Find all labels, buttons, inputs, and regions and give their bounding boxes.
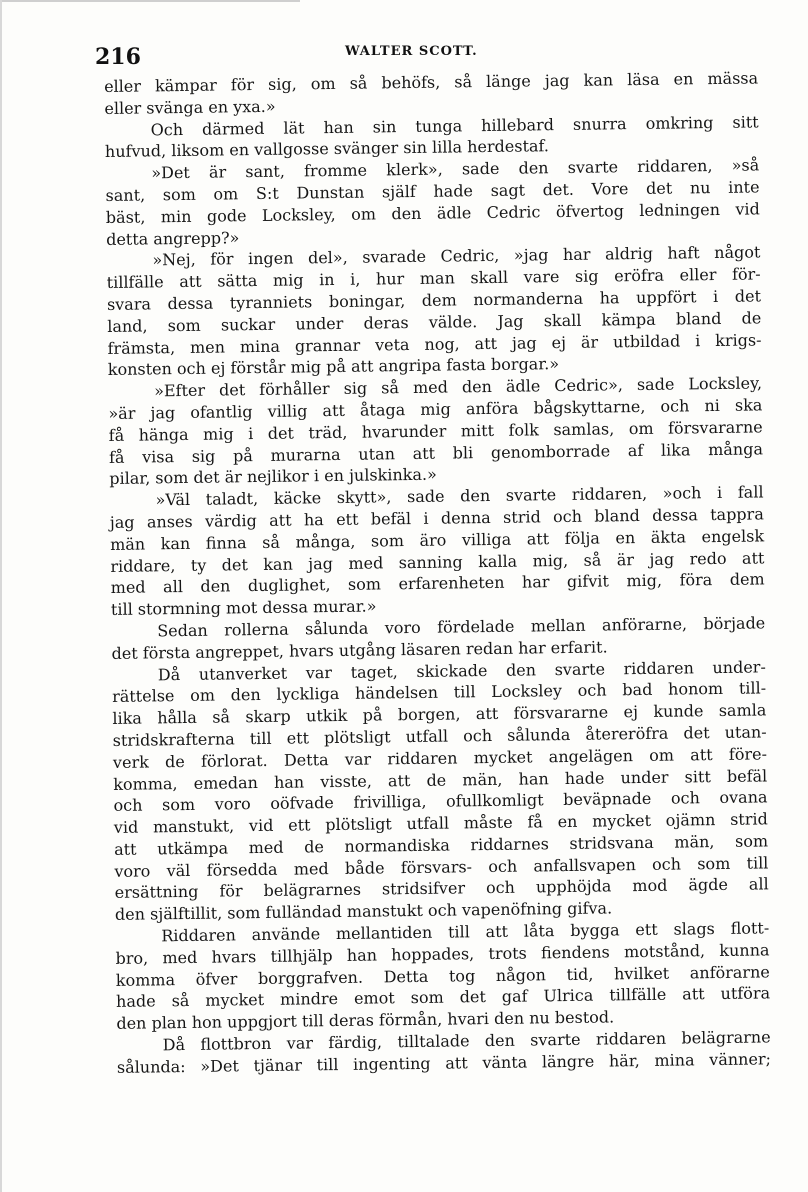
page-number: 216 — [95, 44, 141, 70]
text-line: riddare, ty det kan jag med sanning kalla mig, så är jag redo att — [110, 547, 765, 576]
scan-edge-top — [0, 0, 300, 2]
text-line: sant, som om S:t Dunstan själf hade sagt det. Vore det nu inte — [105, 177, 760, 205]
text-line: Då utanverket var taget, skickade den svarte riddaren under- — [157, 656, 766, 684]
text-line: »Efter det förhåller sig så med den ädle Cedric», sade Locksley, — [154, 373, 763, 401]
text-line: det första angreppet, hvars utgång läsaren redan har erfarit. — [111, 637, 608, 663]
text-line: pilar, som det är nejlikor i en julskinka.» — [109, 465, 437, 489]
text-line: ersättning för belägrarnes stridsifver och upphöjda mod ägde all — [114, 874, 769, 903]
text-line: Sedan rollerna sålunda voro fördelade mellan anförarne, började — [157, 613, 766, 641]
text-line: »Nej, för ingen del», svarade Cedric, »jag har aldrig haft något — [152, 242, 761, 270]
text-line: hufvud, liksom en vallgosse svänger sin lilla herdestaf. — [104, 136, 550, 162]
text-line: voro väl försedda med både försvars- och anfallsvapen och som till — [114, 853, 769, 881]
text-line: till stormning mot dessa murar.» — [110, 596, 377, 620]
text-line: att utkämpa med de normandiska riddarnes stridsvana män, som — [113, 831, 769, 859]
body-text — [104, 67, 771, 1078]
running-head: WALTER SCOTT. — [345, 44, 478, 59]
text-line: få hänga mig i det träd, hvarunder mitt folk samlas, om försvararne — [108, 417, 763, 445]
text-line: få visa sig på murarna utan att bli genomborrade af lika många — [108, 438, 764, 467]
scan-edge-left — [0, 0, 2, 1192]
text-line: Då flottbron var färdig, tilltalade den svarte riddaren belägrarne — [162, 1027, 771, 1055]
text-line: eller svänga en yxa.» — [104, 96, 276, 118]
text-line: främsta, men mina grannar veta nog, att jag ej är utbildad i krigs- — [107, 329, 762, 358]
text-line: bro, med hvars tillhjälp han hoppades, trots fiendens motstånd, kunna — [115, 940, 770, 968]
text-line: Och därmed lät han sin tunga hillebard snurra omkring sitt — [150, 112, 759, 139]
text-line: och som voro oöfvade frivilliga, ofullkomligt beväpnade och ovana — [113, 787, 768, 816]
text-line: tillfälle att sätta mig in i, hur man skall vare sig eröfra eller för- — [106, 264, 761, 293]
text-line: »Det är sant, fromme klerk», sade den svarte riddaren, »så — [151, 155, 760, 183]
text-line: komma öfver borggrafven. Detta tog någon tid, hvilket anförarne — [115, 962, 770, 990]
text-line: lika hålla så skarp utkik på borgen, att försvararne ej kunde samla — [112, 700, 767, 729]
text-line: sålunda: »Det tjänar till ingenting att vänta längre här, mina vänner; — [116, 1049, 772, 1077]
text-line: eller kämpar för sig, om så behöfs, så länge jag kan läsa en mässa — [104, 68, 759, 96]
text-line: detta angrepp?» — [106, 227, 240, 249]
text-line: hade så mycket mindre emot som det gaf Ulrica tillfälle att utföra — [115, 983, 771, 1012]
text-line: den själftillit, som fulländad manstukt och vapenöfning gifva. — [114, 898, 613, 925]
text-line: jag anses värdig att ha ett befäl i denna strid och bland dessa tappra — [109, 504, 764, 532]
text-line: med all den duglighet, som erfarenheten har gifvit mig, föra dem — [110, 569, 765, 598]
text-line: Riddaren använde mellantiden till att låta bygga ett slags flott- — [161, 918, 770, 946]
text-line: »Väl taladt, käcke skytt», sade den svarte riddaren, »och i fall — [155, 482, 764, 510]
text-line: bäst, min gode Locksley, om den ädle Cedric öfvertog ledningen vid — [105, 199, 760, 227]
text-line: komma, emedan han visste, att de män, han hade under sitt befäl — [113, 765, 768, 794]
text-line: män kan finna så många, som äro villiga att följa en äkta engelsk — [110, 526, 765, 554]
text-line: vid manstukt, vid ett plötsligt utfall måste få en mycket ojämn strid — [113, 809, 768, 838]
text-line: konsten och ej förstår mig på att angripa fasta borgar.» — [107, 354, 560, 380]
text-line: svara dessa tyranniets boningar, dem normanderna ha uppfört i det — [106, 286, 762, 314]
text-line: land, som suckar under deras välde. Jag skall kämpa bland de — [107, 308, 762, 336]
text-line: verk de förlorat. Detta var riddaren mycket angelägen om att före- — [112, 744, 768, 772]
text-line: »är jag ofantlig villig att åtaga mig anföra bågskyttarne, och ni ska — [108, 395, 763, 423]
text-line: rättelse om den lyckliga händelsen till Locksley och bad honom till- — [112, 678, 767, 707]
text-line: stridskrafterna till ett plötsligt utfall och sålunda återeröfra det utan- — [112, 722, 767, 750]
text-line: den plan hon uppgjort till deras förmån, hvari den nu bestod. — [116, 1007, 615, 1034]
